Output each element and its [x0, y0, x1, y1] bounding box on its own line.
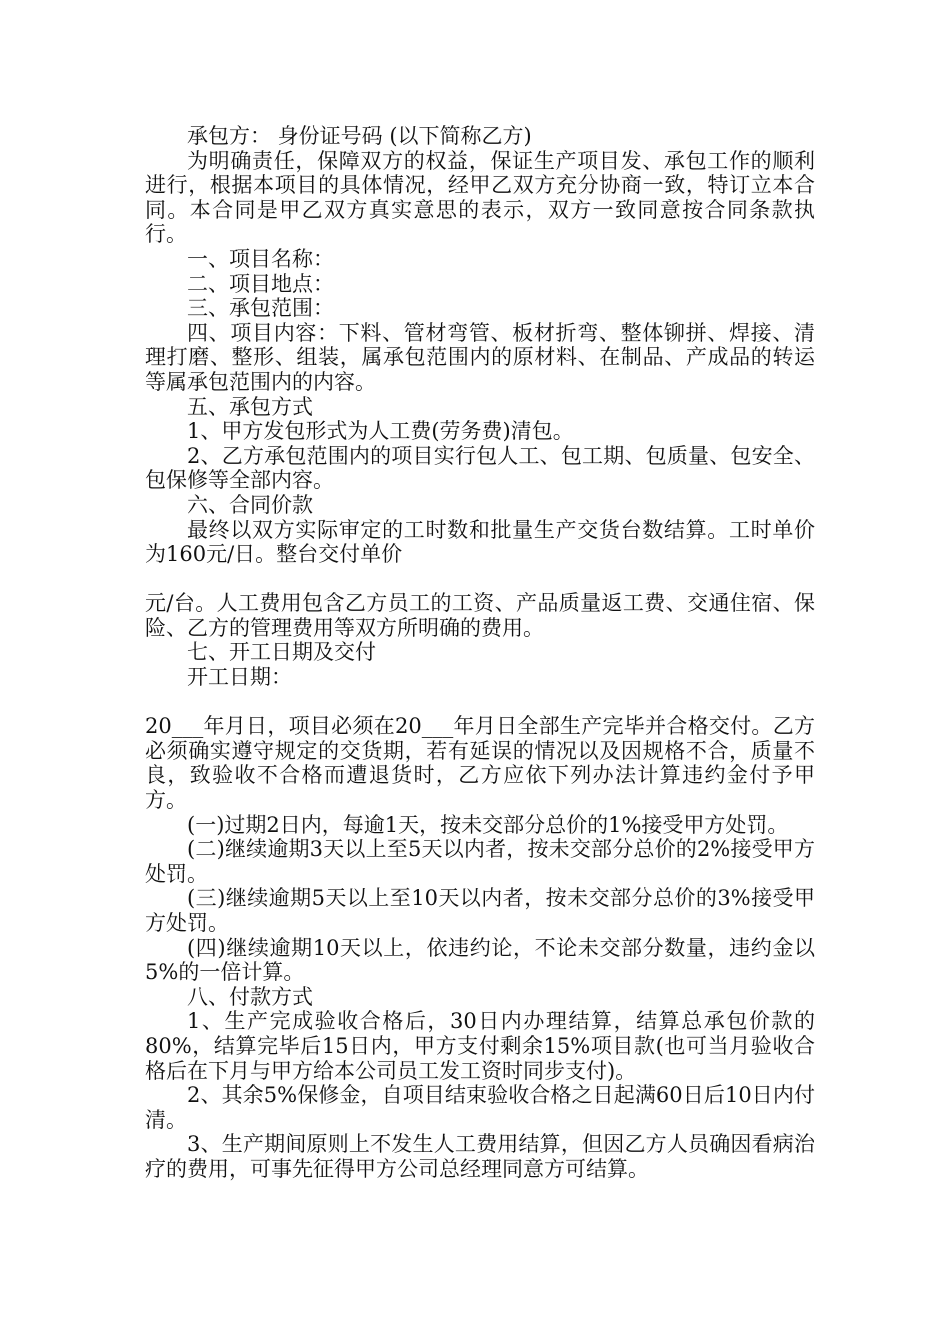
payment-item-3: 3、生产期间原则上不发生人工费用结算，但因乙方人员确因看病治疗的费用，可事先征得甲方公司总经理同意方可结算。 [145, 1132, 815, 1181]
contract-body [145, 124, 815, 1182]
unit-price-paragraph: 元/台。人工费用包含乙方员工的工资、产品质量返工费、交通住宿、保险、乙方的管理费用等双方所明确的费用。 [145, 591, 815, 640]
contract-method-heading: 五、承包方式 [187, 394, 313, 419]
penalty-item-4: (四)继续逾期10天以上，依违约论，不论未交部分数量，违约金以5%的一倍计算。 [145, 935, 815, 985]
contract-price-paragraph: 最终以双方实际审定的工时数和批量生产交货台数结算。工时单价为160元/日。整台交付单价 [145, 517, 815, 567]
payment-heading: 八、付款方式 [187, 984, 313, 1009]
contract-price-heading: 六、合同价款 [187, 492, 313, 517]
penalty-item-1: (一)过期2日内，每逾1天，按未交部分总价的1%接受甲方处罚。 [187, 812, 789, 837]
penalty-item-3: (三)继续逾期5天以上至10天以内者，按未交部分总价的3%接受甲方处罚。 [145, 886, 815, 935]
project-name-heading: 一、项目名称： [187, 246, 334, 271]
preamble-paragraph: 为明确责任，保障双方的权益，保证生产项目发、承包工作的顺利进行，根据本项目的具体情况，经甲乙双方充分协商一致，特订立本合同。本合同是甲乙双方真实意思的表示，双方一致同意按合同条款执行。 [145, 148, 815, 247]
payment-item-1: 1、生产完成验收合格后，30日内办理结算，结算总承包价款的80%，结算完毕后15日内，甲方支付剩余15%项目款(也可当月验收合格后在下月与甲方给本公司员工发工资时同步支付)。 [145, 1009, 815, 1083]
contractor-line: 承包方： 身份证号码 (以下简称乙方) [187, 124, 532, 148]
delivery-paragraph: 20___年月日，项目必须在20___年月日全部生产完毕并合格交付。乙方必须确实遵守规定的交货期，若有延误的情况以及因规格不合，质量不良，致验收不合格而遭退货时，乙方应依下列办法计算违约金付予甲方。 [145, 714, 815, 813]
payment-item-2: 2、其余5%保修金，自项目结束验收合格之日起满60日后10日内付清。 [145, 1083, 815, 1132]
contract-scope-heading: 三、承包范围： [187, 296, 334, 321]
start-date-heading: 七、开工日期及交付 [187, 640, 376, 665]
start-date-label: 开工日期： [187, 665, 292, 690]
contract-method-item-2: 2、乙方承包范围内的项目实行包人工、包工期、包质量、包安全、包保修等全部内容。 [145, 443, 815, 493]
contract-method-item-1: 1、甲方发包形式为人工费(劳务费)清包。 [187, 419, 574, 444]
project-location-heading: 二、项目地点： [187, 271, 334, 296]
penalty-item-2: (二)继续逾期3天以上至5天以内者，按未交部分总价的2%接受甲方处罚。 [145, 837, 815, 886]
project-content-paragraph: 四、项目内容：下料、管材弯管、板材折弯、整体铆拼、焊接、清理打磨、整形、组装，属承包范围内的原材料、在制品、产成品的转运等属承包范围内的内容。 [145, 320, 815, 394]
